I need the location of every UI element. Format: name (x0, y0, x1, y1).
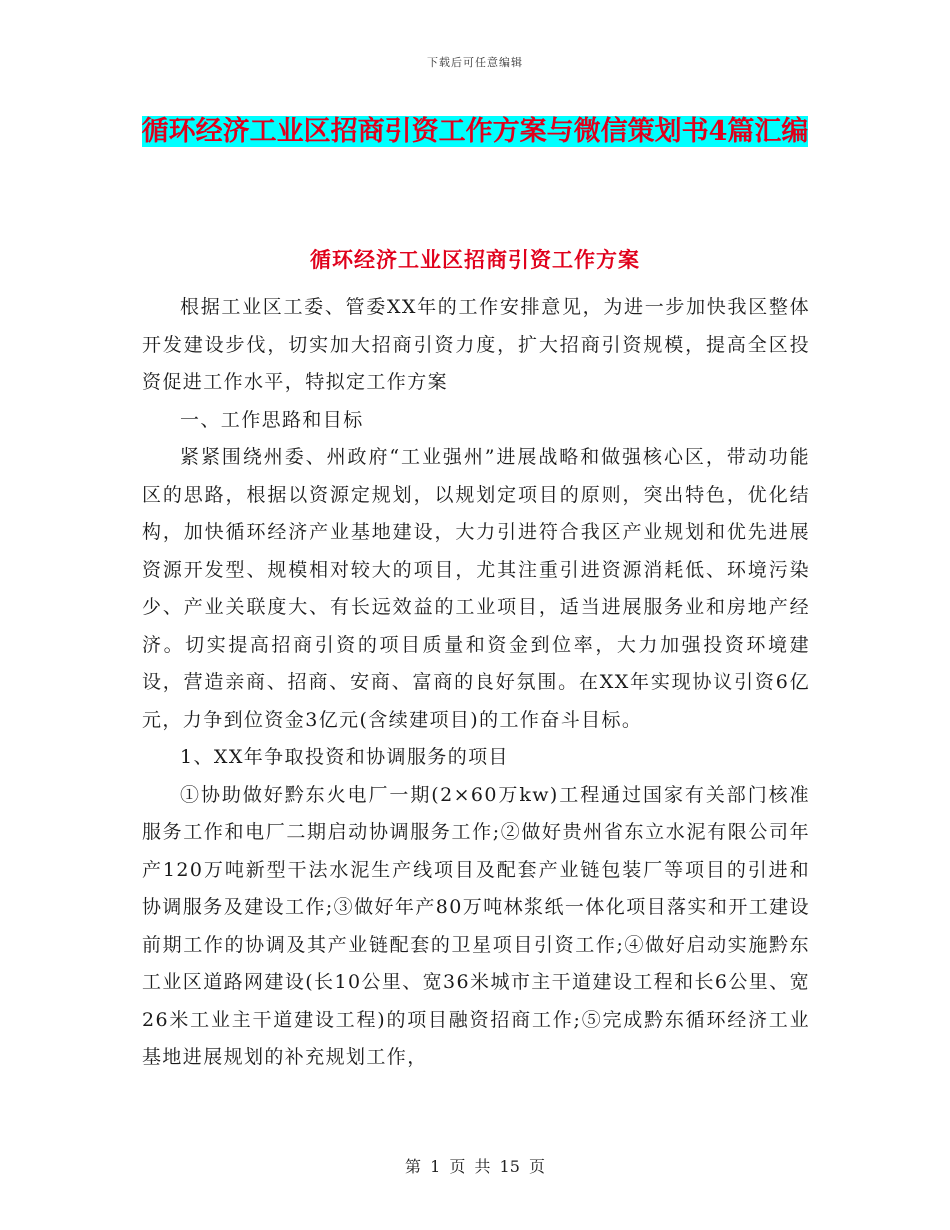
paragraph: 一、工作思路和目标 (180, 408, 364, 431)
section-title: 循环经济工业区招商引资工作方案 (310, 247, 640, 272)
document-body (142, 289, 810, 1077)
paragraph: 紧紧围绕州委、州政府“工业强州”进展战略和做强核心区，带动功能区的思路，根据以资源定规划，以规划定项目的原则，突出特色，优化结构，加快循环经济产业基地建设，大力引进符合我区产业规划和优先进展资源开发型、规模相对较大的项目，尤其注重引进资源消耗低、环境污染少、产业关联度大、有长远效益的工业项目，适当进展服务业和房地产经济。切实提高招商引资的项目质量和资金到位率，大力加强投资环境建设，营造亲商、招商、安商、富商的良好氛围。在XX年实现协议引资6亿元，力争到位资金3亿元(含续建项目)的工作奋斗目标。 (142, 446, 810, 731)
paragraph: ①协助做好黔东火电厂一期(2×60万kw)工程通过国家有关部门核准服务工作和电厂二期启动协调服务工作;②做好贵州省东立水泥有限公司年产120万吨新型干法水泥生产线项目及配套产业链包装厂等项目的引进和协调服务及建设工作;③做好年产80万吨林浆纸一体化项目落实和开工建设前期工作的协调及其产业链配套的卫星项目引资工作;④做好启动实施黔东工业区道路网建设(长10公里、宽36米城市主干道建设工程和长6公里、宽26米工业主干道建设工程)的项目融资招商工作;⑤完成黔东循环经济工业基地进展规划的补充规划工作， (142, 783, 810, 1068)
document-title (140, 108, 810, 156)
header-note: 下载后可任意编辑 (427, 56, 523, 69)
paragraph: 根据工业区工委、管委XX年的工作安排意见，为进一步加快我区整体开发建设步伐，切实加大招商引资力度，扩大招商引资规模，提高全区投资促进工作水平，特拟定工作方案 (142, 296, 810, 393)
document-title-text: 循环经济工业区招商引资工作方案与微信策划书4篇汇编 (141, 116, 809, 147)
page-number-footer: 第 1 页 共 15 页 (405, 1157, 545, 1176)
paragraph: 1、XX年争取投资和协调服务的项目 (180, 746, 509, 768)
